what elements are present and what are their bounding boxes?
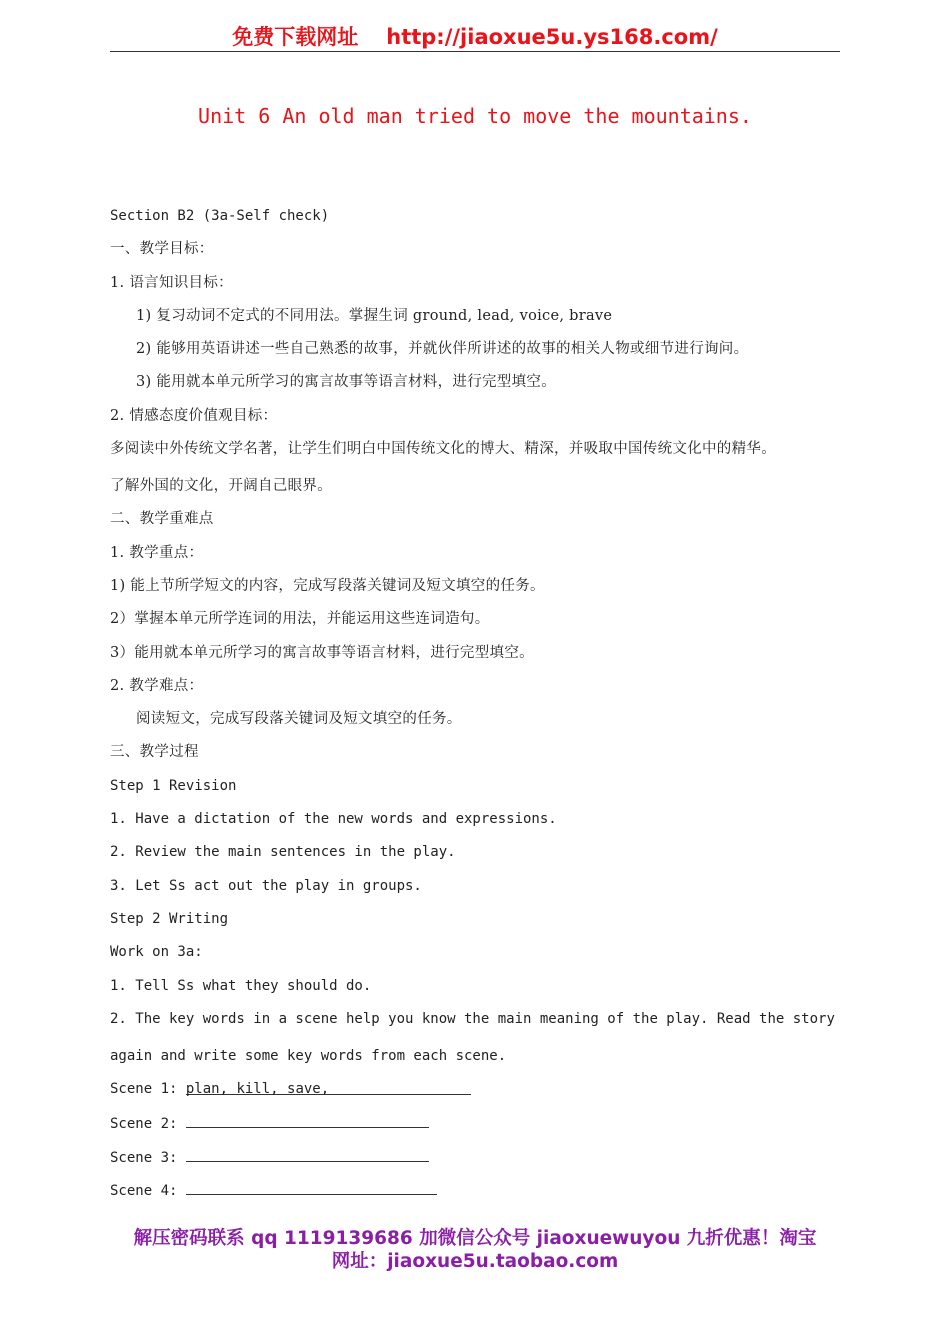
key-1-b: 2）掌握本单元所学连词的用法，并能运用这些连词造句。 (110, 611, 490, 628)
scene-3-row (110, 1144, 850, 1177)
goals-heading: 一、教学目标： (110, 241, 214, 258)
step-1: Step 1 Revision (110, 777, 237, 794)
process-heading: 三、教学过程 (110, 744, 199, 761)
scene-3-label: Scene 3: (110, 1149, 178, 1166)
footer-line-1: 解压密码联系 qq 1119139686 加微信公众号 jiaoxuewuyou 九折优惠！淘宝 (133, 1228, 817, 1249)
header-divider (110, 51, 840, 52)
header-url-link[interactable]: http://jiaoxue5u.ys168.com/ (386, 25, 718, 49)
scene-2-answer-blank[interactable] (186, 1110, 429, 1128)
scene-3-answer-blank[interactable] (186, 1144, 429, 1162)
key-2-text: 阅读短文，完成写段落关键词及短文填空的任务。 (136, 711, 462, 728)
goal-1-a: 1) 复习动词不定式的不同用法。掌握生词 ground, lead, voice, brave (136, 307, 613, 324)
goal-1-b: 2) 能够用英语讲述一些自己熟悉的故事，并就伙伴所讲述的故事的相关人物或细节进行询问。 (136, 341, 749, 358)
scene-1-label: Scene 1: (110, 1081, 178, 1098)
section-line: Section B2 (3a-Self check) (110, 208, 330, 224)
key-2: 2. 教学难点： (110, 677, 204, 694)
page-title: Unit 6 An old man tried to move the mountains. (198, 104, 752, 128)
header-banner (110, 24, 840, 50)
key-1: 1. 教学重点： (110, 544, 204, 561)
step-2: Step 2 Writing (110, 910, 229, 927)
header-label: 免费下载网址 (232, 25, 359, 49)
scene-1-words: plan, kill, save, (185, 1081, 330, 1098)
key-1-c: 3）能用就本单元所学习的寓言故事等语言材料，进行完型填空。 (110, 644, 534, 661)
work-heading: Work on 3a: (110, 944, 203, 961)
work-item-2a: 2. The key words in a scene help you know the main meaning of the play. Read the story (110, 1010, 835, 1027)
work-item-1: 1. Tell Ss what they should do. (110, 977, 372, 994)
goal-1: 1. 语言知识目标： (110, 274, 233, 291)
scene-1-row (110, 1077, 850, 1110)
step-1-item-3: 3. Let Ss act out the play in groups. (110, 877, 422, 894)
scene-2-row (110, 1110, 850, 1143)
goal-2-text-1: 多阅读中外传统文学名著，让学生们明白中国传统文化的博大、精深，并吸取中国传统文化中的精华。 (110, 441, 776, 458)
scene-2-label: Scene 2: (110, 1116, 178, 1133)
goal-1-c: 3) 能用就本单元所学习的寓言故事等语言材料，进行完型填空。 (136, 374, 556, 391)
step-1-item-1: 1. Have a dictation of the new words and expressions. (110, 811, 557, 828)
footer-promo (110, 1227, 840, 1273)
work-item-2b: again and write some key words from each scene. (110, 1047, 507, 1064)
scene-4-answer-blank[interactable] (186, 1177, 437, 1195)
scene-1-answer-blank[interactable] (185, 1077, 471, 1098)
key-heading: 二、教学重难点 (110, 511, 214, 528)
goal-2-text-2: 了解外国的文化，开阔自己眼界。 (110, 478, 332, 495)
scene-4-row (110, 1177, 850, 1210)
key-1-a: 1) 能上节所学短文的内容，完成写段落关键词及短文填空的任务。 (110, 577, 545, 594)
step-1-item-2: 2. Review the main sentences in the play. (110, 844, 456, 861)
scene-4-label: Scene 4: (110, 1183, 178, 1200)
goal-2: 2. 情感态度价值观目标： (110, 407, 278, 424)
document-body (110, 204, 850, 1210)
footer-line-2[interactable]: 网址：jiaoxue5u.taobao.com (331, 1251, 619, 1272)
